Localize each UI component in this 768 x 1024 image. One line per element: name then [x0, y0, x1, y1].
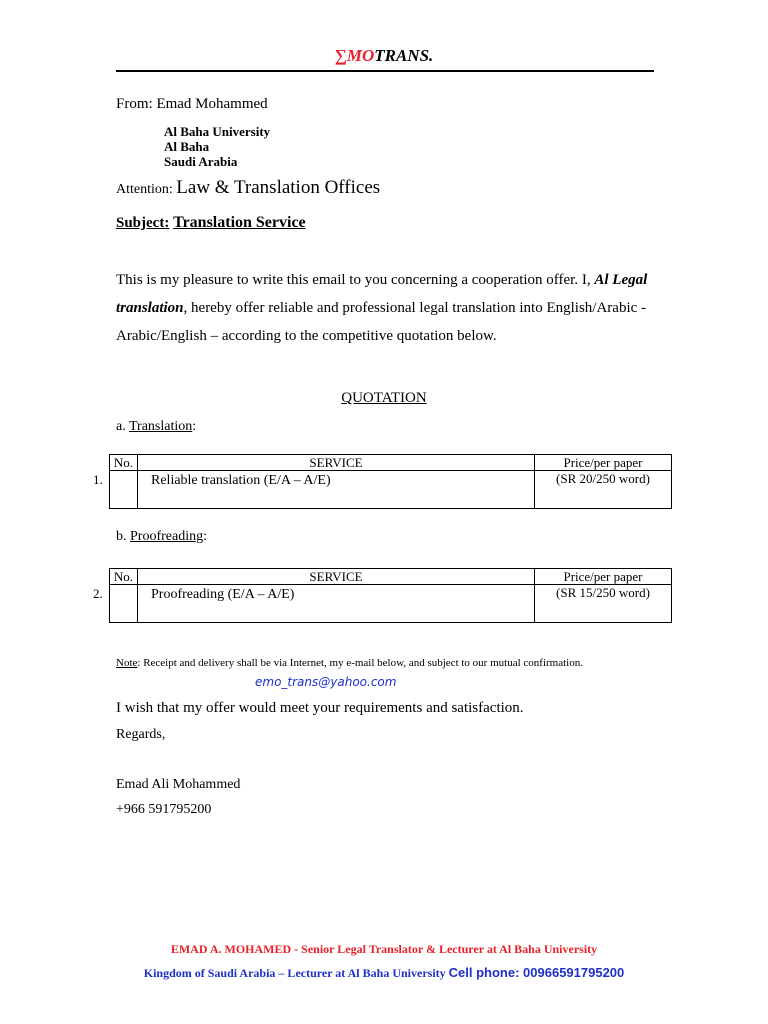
- table-row: [110, 585, 672, 623]
- table-header-row: [110, 455, 672, 471]
- cell-no: [110, 471, 138, 509]
- letterhead-logo: [0, 46, 768, 66]
- cell-price: [535, 585, 672, 623]
- section-translation-heading: [116, 419, 196, 435]
- proofreading-price-table: [109, 568, 672, 623]
- row-number-1: 1.: [93, 472, 103, 487]
- signature-phone: +966 591795200: [116, 802, 212, 817]
- col-header-service: SERVICE: [138, 455, 535, 471]
- note-paragraph: [116, 651, 676, 676]
- from-name: Emad Mohammed: [156, 96, 268, 112]
- subject-label: Subject:: [116, 215, 170, 231]
- intro-end: , hereby offer reliable and professional legal translation into English/Arabic - Arabic/English – according to the competitive quotation below.: [116, 300, 647, 344]
- logo-text: TRANS.: [374, 46, 434, 65]
- sigma-symbol: ∑: [334, 46, 347, 65]
- section-prefix: b.: [116, 529, 127, 544]
- cell-service: [138, 585, 535, 623]
- footer-cell-phone: Cell phone: 00966591795200: [448, 965, 625, 980]
- col-header-no: No.: [110, 455, 138, 471]
- address-line-2: Al Baha: [164, 139, 210, 154]
- email-link[interactable]: emo_trans@yahoo.com: [255, 675, 397, 689]
- cell-no: [110, 585, 138, 623]
- note-label: Note: [116, 657, 138, 669]
- col-header-price: Price/per paper: [535, 455, 672, 471]
- col-header-no: No.: [110, 569, 138, 585]
- subject-value: Translation Service: [173, 214, 306, 231]
- logo-red-text: MO: [346, 46, 375, 65]
- cell-price: [535, 471, 672, 509]
- quotation-title: QUOTATION: [341, 390, 427, 406]
- note-text: : Receipt and delivery shall be via Internet, my e-mail below, and subject to our mutual confirmation.: [137, 657, 583, 669]
- from-label: From:: [116, 96, 153, 112]
- service-text: Reliable translation (E/A – A/E): [151, 473, 331, 488]
- subject-line: [116, 214, 306, 232]
- from-line: [116, 96, 268, 113]
- table-header-row: [110, 569, 672, 585]
- section-proofreading-heading: [116, 529, 207, 545]
- section-suffix: :: [192, 419, 197, 434]
- service-text: Proofreading (E/A – A/E): [151, 587, 295, 602]
- closing-wish: I wish that my offer would meet your requirements and satisfaction.: [116, 700, 524, 716]
- footer-location: Kingdom of Saudi Arabia – Lecturer at Al Baha University: [143, 966, 446, 980]
- row-number-2: 2.: [93, 586, 103, 601]
- signature-name: Emad Ali Mohammed: [116, 777, 241, 792]
- price-text: (SR 15/250 word): [556, 585, 650, 600]
- cell-service: [138, 471, 535, 509]
- attention-value: Law & Translation Offices: [176, 177, 381, 198]
- footer-line-2: [0, 965, 768, 981]
- table-row: [110, 471, 672, 509]
- price-text: (SR 20/250 word): [556, 471, 650, 486]
- attention-label: Attention:: [116, 182, 173, 197]
- col-header-service: SERVICE: [138, 569, 535, 585]
- intro-paragraph: [116, 266, 676, 350]
- section-suffix: :: [203, 529, 207, 544]
- section-label: Proofreading: [130, 529, 204, 544]
- regards: Regards,: [116, 727, 166, 742]
- header-divider: [116, 70, 654, 72]
- address-line-3: Saudi Arabia: [164, 154, 238, 169]
- col-header-price: Price/per paper: [535, 569, 672, 585]
- intro-start: This is my pleasure to write this email to you concerning a cooperation offer. I,: [116, 272, 595, 288]
- section-label: Translation: [128, 419, 193, 434]
- footer-line-1: EMAD A. MOHAMED - Senior Legal Translator & Lecturer at Al Baha University: [170, 942, 598, 956]
- attention-line: [116, 177, 380, 199]
- translation-price-table: [109, 454, 672, 509]
- company-name: Al Legal translation: [116, 272, 648, 316]
- section-prefix: a.: [116, 419, 126, 434]
- address-line-1: Al Baha University: [164, 124, 271, 139]
